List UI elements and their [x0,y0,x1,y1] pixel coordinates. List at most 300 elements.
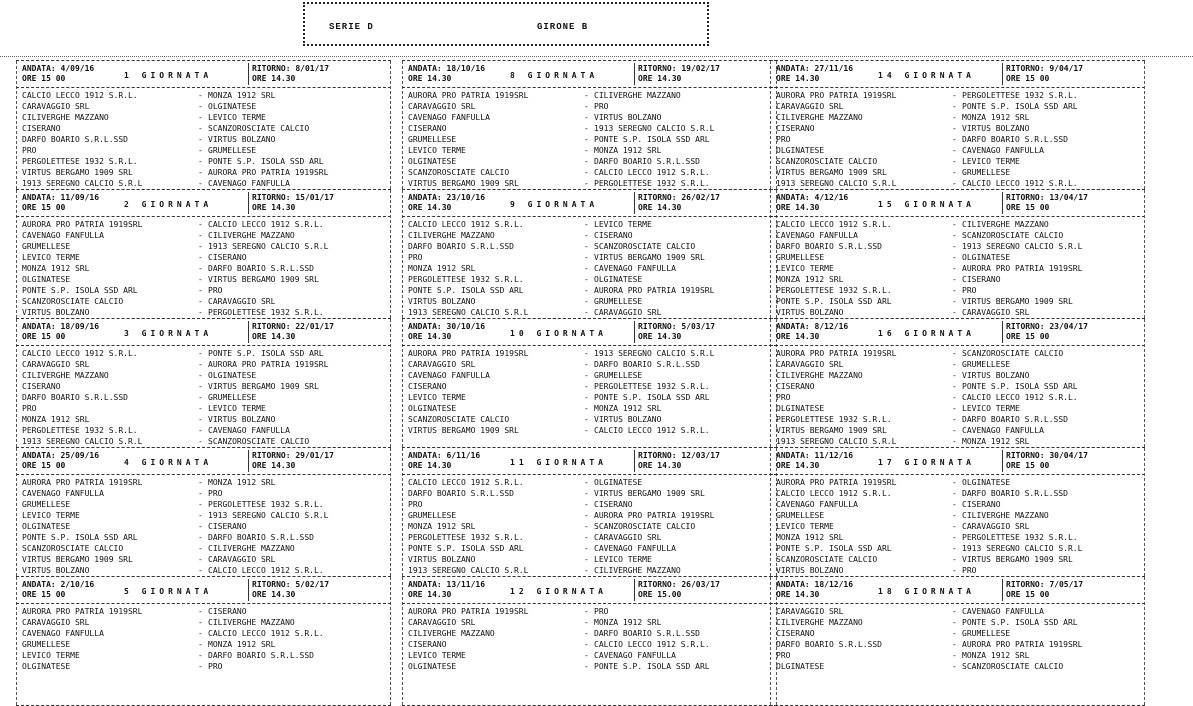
match-row [16,565,391,576]
matchday-header [16,319,391,346]
versus-dash: - [952,113,957,122]
andata-date: ANDATA: 6/11/16 [408,451,481,460]
match-row [16,274,391,285]
match-row [402,263,777,274]
versus-dash: - [952,640,957,649]
andata-date: ANDATA: 18/12/16 [776,580,854,589]
home-team: CISERANO [776,629,815,638]
matchday-title: 5 GIORNATA [124,587,213,596]
match-row [402,230,777,241]
home-team: AURORA PRO PATRIA 1919SRL [22,478,143,487]
matchday-title: 1 GIORNATA [124,71,213,80]
away-team: PRO [962,566,977,575]
andata-date: ANDATA: 25/09/16 [22,451,100,460]
versus-dash: - [584,566,589,575]
away-team: GRUMELLESE [594,297,643,306]
header-separator [248,63,249,85]
home-team: PRO [408,500,423,509]
versus-dash: - [952,349,957,358]
girone-label: GIRONE B [537,22,589,32]
header-separator [1002,579,1003,601]
match-row [770,606,1145,617]
home-team: VIRTUS BERGAMO 1909 SRL [408,179,519,188]
header-separator [634,579,635,601]
match-row [770,477,1145,488]
away-team: CILIVERGHE MAZZANO [208,618,295,627]
away-team: SCANZOROSCIATE CALCIO [962,349,1064,358]
match-row [402,285,777,296]
match-row [16,370,391,381]
away-team: 1913 SEREGNO CALCIO S.R.L [208,242,329,251]
home-team: CISERANO [408,124,447,133]
match-row [402,370,777,381]
home-team: PERGOLETTESE 1932 S.R.L. [408,533,524,542]
home-team: PERGOLETTESE 1932 S.R.L. [22,157,138,166]
match-row [402,167,777,178]
match-row [770,307,1145,318]
matchday-block [402,576,777,706]
matchday-block [402,318,777,448]
away-team: CISERANO [962,500,1001,509]
match-row [770,650,1145,661]
home-team: MONZA 1912 SRL [22,415,90,424]
andata-time: ORE 14.30 [776,203,820,212]
versus-dash: - [952,629,957,638]
andata-time: ORE 14.30 [408,203,452,212]
ritorno-date: RITORNO: 12/03/17 [638,451,720,460]
matchday-header [402,190,777,217]
match-row [770,274,1145,285]
header-separator [248,450,249,472]
away-team: LEVICO TERME [962,157,1020,166]
match-row [770,639,1145,650]
away-team: PERGOLETTESE 1932 S.R.L. [962,91,1078,100]
away-team: 1913 SEREGNO CALCIO S.R.L [962,544,1083,553]
versus-dash: - [198,478,203,487]
match-row [770,134,1145,145]
match-row [770,263,1145,274]
andata-date: ANDATA: 27/11/16 [776,64,854,73]
versus-dash: - [198,91,203,100]
versus-dash: - [198,286,203,295]
match-row [16,650,391,661]
match-row [16,123,391,134]
away-team: PRO [208,286,223,295]
versus-dash: - [198,179,203,188]
matchday-title: 2 GIORNATA [124,200,213,209]
away-team: CAVENAGO FANFULLA [208,426,290,435]
away-team: VIRTUS BOLZANO [208,415,276,424]
versus-dash: - [952,533,957,542]
away-team: AURORA PRO PATRIA 1919SRL [208,360,329,369]
match-row [770,414,1145,425]
match-row [402,510,777,521]
match-row [402,101,777,112]
ritorno-date: RITORNO: 23/04/17 [1006,322,1088,331]
ritorno-time: ORE 14.30 [252,332,296,341]
away-team: PERGOLETTESE 1932 S.R.L. [594,382,710,391]
home-team: CALCIO LECCO 1912 S.R.L. [776,220,892,229]
matchday-header [16,448,391,475]
matchday-header [770,61,1145,88]
away-team: 1913 SEREGNO CALCIO S.R.L [594,124,715,133]
versus-dash: - [952,231,957,240]
versus-dash: - [584,607,589,616]
home-team: CILIVERGHE MAZZANO [22,371,109,380]
versus-dash: - [584,220,589,229]
match-row [16,156,391,167]
away-team: MONZA 1912 SRL [208,478,276,487]
home-team: CISERANO [408,382,447,391]
match-row [770,488,1145,499]
away-team: PRO [208,489,223,498]
away-team: GRUMELLESE [962,360,1011,369]
match-row [770,156,1145,167]
away-team: MONZA 1912 SRL [594,618,662,627]
versus-dash: - [584,489,589,498]
home-team: CARAVAGGIO SRL [22,360,90,369]
away-team: DARFO BOARIO S.R.L.SSD [594,157,700,166]
home-team: GRUMELLESE [408,511,457,520]
away-team: CAVENAGO FANFULLA [208,179,290,188]
versus-dash: - [198,511,203,520]
away-team: CALCIO LECCO 1912 S.R.L. [594,640,710,649]
andata-time: ORE 14.30 [408,332,452,341]
versus-dash: - [584,168,589,177]
home-team: AURORA PRO PATRIA 1919SRL [776,349,897,358]
home-team: OLGINATESE [408,662,457,671]
versus-dash: - [198,146,203,155]
matchday-block [16,447,391,577]
home-team: CAVENAGO FANFULLA [22,231,104,240]
away-team: AURORA PRO PATRIA 1919SRL [594,511,715,520]
versus-dash: - [584,640,589,649]
home-team: PONTE S.P. ISOLA SSD ARL [408,286,524,295]
away-team: PRO [594,607,609,616]
home-team: OLGINATESE [22,522,71,531]
matchday-block [16,576,391,706]
versus-dash: - [584,124,589,133]
match-row [402,359,777,370]
versus-dash: - [952,242,957,251]
match-row [770,178,1145,189]
versus-dash: - [198,308,203,317]
versus-dash: - [198,349,203,358]
versus-dash: - [584,618,589,627]
versus-dash: - [198,382,203,391]
andata-date: ANDATA: 8/12/16 [776,322,849,331]
away-team: MONZA 1912 SRL [962,437,1030,446]
home-team: SCANZOROSCIATE CALCIO [776,157,878,166]
away-team: DARFO BOARIO S.R.L.SSD [962,415,1068,424]
serie-label: SERIE D [329,22,374,32]
home-team: SCANZOROSCIATE CALCIO [776,555,878,564]
match-row [16,414,391,425]
match-row [16,285,391,296]
versus-dash: - [198,168,203,177]
away-team: CARAVAGGIO SRL [208,555,276,564]
away-team: CISERANO [208,522,247,531]
away-team: SCANZOROSCIATE CALCIO [594,522,696,531]
matchday-block [16,60,391,190]
home-team: CALCIO LECCO 1912 S.R.L. [408,478,524,487]
versus-dash: - [952,426,957,435]
away-team: VIRTUS BOLZANO [208,135,276,144]
home-team: MONZA 1912 SRL [776,533,844,542]
versus-dash: - [952,220,957,229]
andata-date: ANDATA: 23/10/16 [408,193,486,202]
home-team: OLGINATESE [22,662,71,671]
home-team: CAVENAGO FANFULLA [408,113,490,122]
versus-dash: - [584,544,589,553]
home-team: PRO [22,404,37,413]
versus-dash: - [952,146,957,155]
home-team: LEVICO TERME [776,522,834,531]
match-row [770,617,1145,628]
matchday-title: 3 GIORNATA [124,329,213,338]
match-row [770,359,1145,370]
ritorno-date: RITORNO: 30/04/17 [1006,451,1088,460]
versus-dash: - [952,555,957,564]
away-team: MONZA 1912 SRL [962,113,1030,122]
away-team: LEVICO TERME [594,220,652,229]
home-team: GRUMELLESE [776,253,825,262]
versus-dash: - [952,179,957,188]
home-team: OLGINATESE [776,662,825,671]
matchday-block [770,60,1145,190]
versus-dash: - [198,360,203,369]
versus-dash: - [198,124,203,133]
away-team: DARFO BOARIO S.R.L.SSD [594,360,700,369]
match-row [402,628,777,639]
versus-dash: - [198,662,203,671]
away-team: PONTE S.P. ISOLA SSD ARL [208,349,324,358]
versus-dash: - [952,308,957,317]
home-team: CILIVERGHE MAZZANO [776,113,863,122]
home-team: VIRTUS BERGAMO 1909 SRL [776,426,887,435]
away-team: CISERANO [208,253,247,262]
ritorno-time: ORE 14.30 [252,203,296,212]
matchday-block [402,60,777,190]
away-team: CISERANO [594,231,633,240]
away-team: MONZA 1912 SRL [208,91,276,100]
match-row [770,285,1145,296]
away-team: SCANZOROSCIATE CALCIO [208,437,310,446]
match-row [770,90,1145,101]
ritorno-date: RITORNO: 13/04/17 [1006,193,1088,202]
away-team: PERGOLETTESE 1932 S.R.L. [208,308,324,317]
match-row [402,134,777,145]
away-team: SCANZOROSCIATE CALCIO [594,242,696,251]
match-row [16,307,391,318]
away-team: PONTE S.P. ISOLA SSD ARL [208,157,324,166]
away-team: SCANZOROSCIATE CALCIO [208,124,310,133]
versus-dash: - [584,264,589,273]
versus-dash: - [584,102,589,111]
versus-dash: - [584,308,589,317]
matchday-block [770,576,1145,706]
match-row [402,112,777,123]
match-row [770,145,1145,156]
versus-dash: - [198,437,203,446]
match-row [770,661,1145,672]
away-team: CALCIO LECCO 1912 S.R.L. [208,220,324,229]
match-row [402,425,777,436]
ritorno-date: RITORNO: 9/04/17 [1006,64,1084,73]
home-team: LEVICO TERME [408,651,466,660]
away-team: VIRTUS BERGAMO 1909 SRL [962,297,1073,306]
away-team: CISERANO [962,275,1001,284]
versus-dash: - [198,393,203,402]
matchday-title: 11 GIORNATA [510,458,607,467]
away-team: DARFO BOARIO S.R.L.SSD [962,489,1068,498]
header-separator [1002,63,1003,85]
match-row [402,617,777,628]
away-team: CARAVAGGIO SRL [208,297,276,306]
home-team: OLGINATESE [776,146,825,155]
versus-dash: - [952,264,957,273]
away-team: VIRTUS BOLZANO [962,124,1030,133]
ritorno-date: RITORNO: 8/01/17 [252,64,330,73]
matchday-title: 18 GIORNATA [878,587,975,596]
home-team: 1913 SEREGNO CALCIO S.R.L [22,179,143,188]
away-team: AURORA PRO PATRIA 1919SRL [208,168,329,177]
home-team: CILIVERGHE MAZZANO [776,618,863,627]
home-team: VIRTUS BERGAMO 1909 SRL [22,168,133,177]
matchday-block [770,189,1145,319]
matchday-title: 12 GIORNATA [510,587,607,596]
match-row [770,241,1145,252]
versus-dash: - [584,478,589,487]
match-row [16,263,391,274]
calendar-column [16,60,391,704]
home-team: CARAVAGGIO SRL [408,618,476,627]
match-row [770,499,1145,510]
away-team: CAVENAGO FANFULLA [962,146,1044,155]
versus-dash: - [584,662,589,671]
home-team: CAVENAGO FANFULLA [22,629,104,638]
match-row [16,381,391,392]
home-team: AURORA PRO PATRIA 1919SRL [408,91,529,100]
andata-time: ORE 15 00 [22,74,66,83]
away-team: CILIVERGHE MAZZANO [594,91,681,100]
versus-dash: - [584,382,589,391]
header-separator [634,321,635,343]
andata-time: ORE 15 00 [22,332,66,341]
away-team: DARFO BOARIO S.R.L.SSD [208,651,314,660]
match-row [402,274,777,285]
ritorno-date: RITORNO: 19/02/17 [638,64,720,73]
match-row [402,241,777,252]
versus-dash: - [584,629,589,638]
match-row [16,661,391,672]
versus-dash: - [584,275,589,284]
away-team: 1913 SEREGNO CALCIO S.R.L [594,349,715,358]
match-row [16,241,391,252]
home-team: PERGOLETTESE 1932 S.R.L. [408,275,524,284]
ritorno-date: RITORNO: 5/02/17 [252,580,330,589]
match-row [402,381,777,392]
away-team: CISERANO [594,500,633,509]
away-team: PONTE S.P. ISOLA SSD ARL [594,393,710,402]
home-team: PRO [408,253,423,262]
match-row [770,436,1145,447]
home-team: PERGOLETTESE 1932 S.R.L. [776,286,892,295]
match-row [16,510,391,521]
match-row [16,145,391,156]
home-team: GRUMELLESE [22,500,71,509]
match-row [16,403,391,414]
matchday-block [770,318,1145,448]
away-team: GRUMELLESE [594,371,643,380]
away-team: PONTE S.P. ISOLA SSD ARL [962,102,1078,111]
ritorno-date: RITORNO: 22/01/17 [252,322,334,331]
versus-dash: - [584,297,589,306]
ritorno-date: RITORNO: 26/02/17 [638,193,720,202]
match-row [16,554,391,565]
away-team: PRO [962,286,977,295]
home-team: CARAVAGGIO SRL [776,102,844,111]
versus-dash: - [952,102,957,111]
andata-date: ANDATA: 4/12/16 [776,193,849,202]
home-team: VIRTUS BOLZANO [776,308,844,317]
match-row [770,532,1145,543]
calendar-column [770,60,1145,704]
match-row [16,617,391,628]
matchday-title: 10 GIORNATA [510,329,607,338]
versus-dash: - [198,415,203,424]
versus-dash: - [198,220,203,229]
ritorno-time: ORE 15 00 [1006,74,1050,83]
home-team: 1913 SEREGNO CALCIO S.R.L [776,179,897,188]
home-team: PONTE S.P. ISOLA SSD ARL [408,544,524,553]
versus-dash: - [198,629,203,638]
home-team: CISERANO [22,382,61,391]
versus-dash: - [952,286,957,295]
andata-time: ORE 14.30 [408,590,452,599]
andata-time: ORE 15 00 [22,590,66,599]
away-team: 1913 SEREGNO CALCIO S.R.L [962,242,1083,251]
matchday-header [402,577,777,604]
versus-dash: - [584,533,589,542]
versus-dash: - [584,146,589,155]
andata-date: ANDATA: 18/09/16 [22,322,100,331]
home-team: CISERANO [776,124,815,133]
away-team: AURORA PRO PATRIA 1919SRL [962,264,1083,273]
versus-dash: - [952,275,957,284]
home-team: VIRTUS BERGAMO 1909 SRL [408,426,519,435]
match-row [402,639,777,650]
versus-dash: - [584,522,589,531]
match-row [770,403,1145,414]
home-team: AURORA PRO PATRIA 1919SRL [776,91,897,100]
home-team: 1913 SEREGNO CALCIO S.R.L [408,566,529,575]
away-team: CALCIO LECCO 1912 S.R.L. [208,566,324,575]
home-team: PONTE S.P. ISOLA SSD ARL [776,544,892,553]
versus-dash: - [198,555,203,564]
versus-dash: - [198,500,203,509]
versus-dash: - [584,393,589,402]
away-team: PONTE S.P. ISOLA SSD ARL [594,135,710,144]
home-team: CILIVERGHE MAZZANO [776,371,863,380]
versus-dash: - [198,607,203,616]
home-team: PRO [776,135,791,144]
versus-dash: - [198,640,203,649]
versus-dash: - [584,404,589,413]
ritorno-date: RITORNO: 29/01/17 [252,451,334,460]
versus-dash: - [952,500,957,509]
header-separator [1002,321,1003,343]
